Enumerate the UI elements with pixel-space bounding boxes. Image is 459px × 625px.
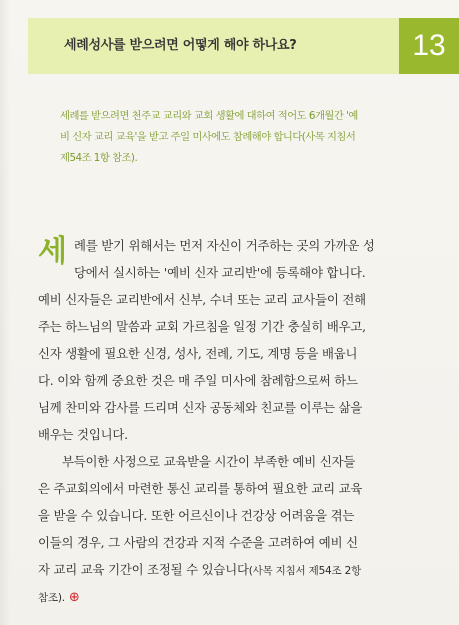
body-line [38,556,361,585]
body-line: 은 주교회의에서 마련한 통신 교리를 통하여 필요한 교리 교육 [38,481,363,496]
end-mark-icon: ⊕ [68,590,80,605]
chapter-number-box [399,18,459,74]
body-line: 이들의 경우, 그 사람의 건강과 지적 수준을 고려하여 예비 신 [38,535,358,550]
reference-note: (사목 지침서 제54조 2항 [248,565,362,577]
body-line: 당에서 실시하는 '예비 신자 교리반'에 등록해야 합니다. [74,265,366,280]
summary-line: 비 신자 교리 교육'을 받고 주일 미사에도 참례해야 합니다(사목 지침서 [60,131,356,143]
body-line: 신자 생활에 필요한 신경, 성사, 전례, 기도, 계명 등을 배웁니 [38,346,358,361]
body-line-text: 자 교리 교육 기간이 조정될 수 있습니다 [38,562,249,577]
summary-line: 제54조 1항 참조). [60,152,138,164]
body-line: 님께 찬미와 감사를 드리며 신자 공동체와 친교를 이루는 삶을 [38,400,363,415]
chapter-number: 13 [412,29,446,62]
body-line: 주는 하느님의 말씀과 교회 가르침을 일정 기간 충실히 배우고, [38,319,366,334]
body-line [38,583,80,612]
drop-cap: 세 [38,234,67,269]
body-line: 다. 이와 함께 중요한 것은 매 주일 미사에 참례함으로써 하느 [38,373,358,388]
body-line: 을 받을 수 있습니다. 또한 어르신이나 건강상 어려움을 겪는 [38,508,355,523]
body-line: 부득이한 사정으로 교육받을 시간이 부족한 예비 신자들 [62,454,356,469]
body-line: 예비 신자들은 교리반에서 신부, 수녀 또는 교리 교사들이 전해 [38,292,366,307]
spine-shadow [0,0,10,625]
summary-line: 세례를 받으려면 천주교 교리와 교회 생활에 대하여 적어도 6개월간 '예 [60,110,358,122]
body-line: 배우는 것입니다. [38,427,128,442]
page-title: 세례성사를 받으려면 어떻게 해야 하나요? [64,38,297,53]
summary-text [60,106,410,169]
body-line: 례를 받기 위해서는 먼저 자신이 거주하는 곳의 가까운 성 [74,238,375,253]
reference-note: 참조). [38,592,65,604]
